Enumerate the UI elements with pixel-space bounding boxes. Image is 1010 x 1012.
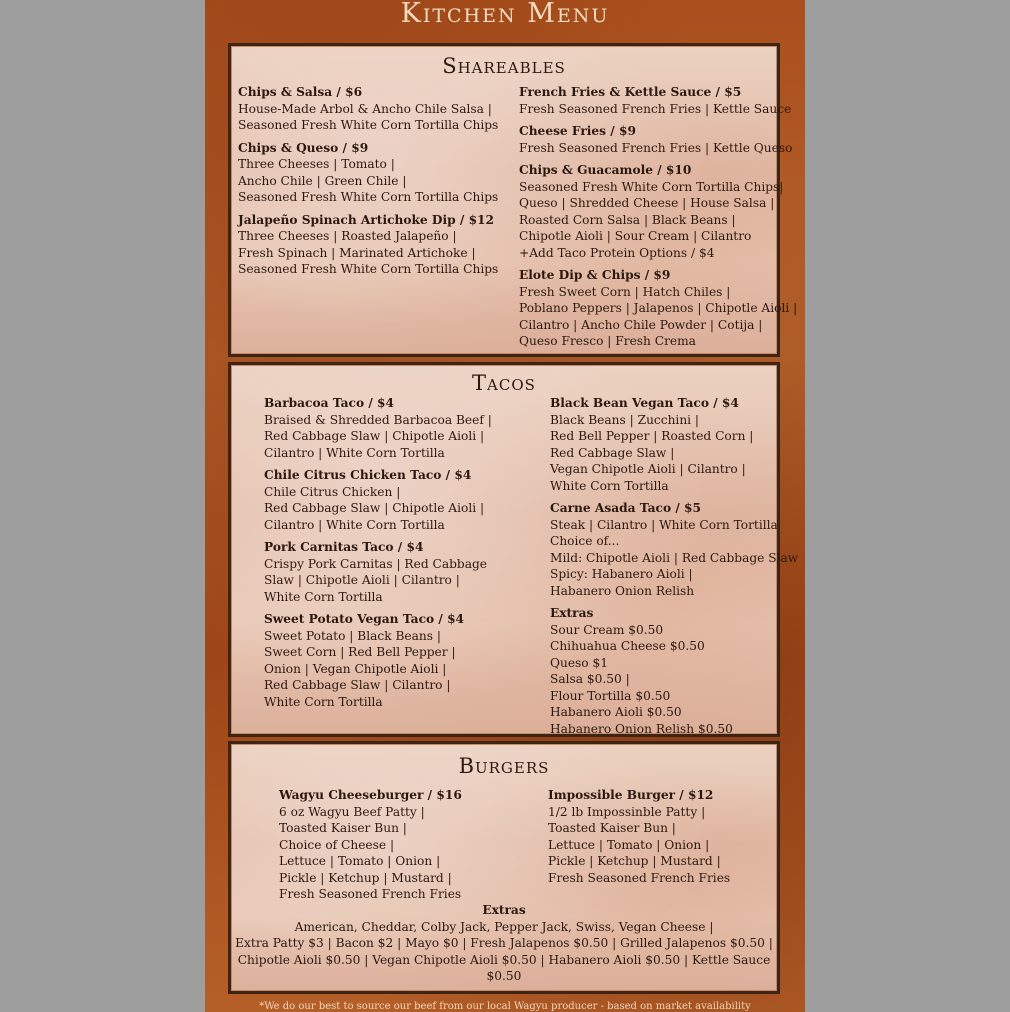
menu-item-description: White Corn Tortilla [550, 478, 669, 493]
menu-item [550, 395, 782, 494]
menu-item-description: Cilantro | White Corn Tortilla [264, 445, 445, 460]
menu-item-description: White Corn Tortilla [264, 694, 383, 709]
menu-item-description: Red Bell Pepper | Roasted Corn | [550, 429, 754, 443]
menu-item-description: Spicy: Habanero Aioli | [550, 567, 693, 581]
menu-item-title: Elote Dip & Chips / $9 [519, 268, 671, 282]
shareables-right-column [519, 84, 798, 356]
menu-item-description: Poblano Peppers | Jalapenos | Chipotle Aioli | [519, 301, 798, 315]
menu-item-description: Lettuce | Tomato | Onion | [279, 854, 441, 868]
menu-item-description: Ancho Chile | Green Chile | [238, 173, 407, 188]
menu-item-description: Choice of... [550, 534, 620, 548]
menu-item-description: Chile Citrus Chicken | [264, 484, 401, 499]
menu-item-description: Fresh Seasoned French Fries | Kettle Queso [519, 140, 793, 155]
menu-item-title: Black Bean Vegan Taco / $4 [550, 396, 739, 410]
menu-item [264, 611, 514, 710]
menu-item-description: Seasoned Fresh White Corn Tortilla Chips [238, 190, 499, 204]
menu-item-title: Jalapeño Spinach Artichoke Dip / $12 [238, 212, 495, 227]
burger-extras-line: Chipotle Aioli $0.50 | Vegan Chipotle Aioli $0.50 | Habanero Aioli $0.50 | Kettle Sauce $0.50 [237, 952, 771, 983]
menu-item-description: Habanero Aioli $0.50 [550, 705, 682, 719]
menu-item-title: Wagyu Cheeseburger / $16 [279, 788, 462, 802]
menu-item-description: Sour Cream $0.50 [550, 622, 664, 637]
menu-item-title: Chips & Guacamole / $10 [519, 163, 692, 177]
menu-item-description: Three Cheeses | Tomato | [238, 157, 395, 171]
menu-item-description: Mild: Chipotle Aioli | Red Cabbage Slaw [550, 550, 799, 565]
menu-item-description: Pickle | Ketchup | Mustard | [279, 870, 452, 885]
menu-item-description: Cilantro | White Corn Tortilla [264, 517, 445, 532]
menu-item-description: +Add Taco Protein Options / $4 [519, 245, 715, 260]
menu-item-description: Chihuahua Cheese $0.50 [550, 639, 705, 653]
menu-item-description: Pickle | Ketchup | Mustard | [548, 854, 721, 868]
menu-item [238, 140, 508, 206]
menu-item-description: Choice of Cheese | [279, 837, 395, 852]
burgers-heading: Burgers [458, 754, 550, 778]
menu-item-title: Chile Citrus Chicken Taco / $4 [264, 468, 472, 482]
menu-item-description: Braised & Shredded Barbacoa Beef | [264, 412, 492, 427]
burgers-right-column [548, 787, 778, 892]
menu-board [205, 0, 805, 1012]
menu-item [264, 467, 514, 533]
menu-item-description: Fresh Spinach | Marinated Artichoke | [238, 245, 476, 260]
footer-note: *We do our best to source our beef from our local Wagyu producer - based on market availability [259, 1001, 751, 1012]
menu-item [519, 267, 798, 350]
menu-item-description: Toasted Kaiser Bun | [548, 821, 676, 835]
menu-item [519, 123, 793, 156]
menu-item-title: Sweet Potato Vegan Taco / $4 [264, 612, 465, 626]
menu-item [550, 500, 799, 599]
menu-item-description: Red Cabbage Slaw | Chipotle Aioli | [264, 429, 485, 443]
shareables-heading: Shareables [442, 54, 566, 78]
menu-item-description: Slaw | Chipotle Aioli | Cilantro | [264, 573, 460, 587]
menu-item-description: Three Cheeses | Roasted Jalapeño | [238, 229, 457, 243]
shareables-panel [228, 43, 798, 357]
menu-item-description: Crispy Pork Carnitas | Red Cabbage [264, 556, 487, 571]
menu-item [238, 212, 508, 278]
menu-item [519, 162, 784, 261]
menu-item-description: Toasted Kaiser Bun | [279, 821, 407, 835]
menu-item-description: House-Made Arbol & Ancho Chile Salsa | [238, 101, 492, 116]
menu-item-description: Chipotle Aioli | Sour Cream | Cilantro [519, 229, 752, 243]
menu-item-title: Chips & Queso / $9 [238, 140, 369, 155]
shareables-left-column [238, 84, 508, 284]
menu-item [519, 84, 792, 117]
tacos-left-column [264, 395, 514, 716]
menu-item-description: Black Beans | Zucchini | [550, 412, 700, 427]
menu-item-description: Fresh Seasoned French Fries [279, 887, 462, 901]
burgers-panel [228, 741, 780, 994]
tacos-heading: Tacos [472, 371, 536, 395]
menu-item-title: Pork Carnitas Taco / $4 [264, 540, 424, 554]
menu-item-description: Flour Tortilla $0.50 [550, 688, 671, 703]
menu-item-description: Fresh Seasoned French Fries [548, 870, 731, 885]
menu-item-description: Vegan Chipotle Aioli | Cilantro | [550, 462, 746, 476]
menu-item-description: Habanero Onion Relish $0.50 [550, 721, 733, 736]
burger-extras-line: Extra Patty $3 | Bacon $2 | Mayo $0 | Fresh Jalapenos $0.50 | Grilled Jalapenos $0.50 | [235, 936, 773, 950]
menu-item-description: Red Cabbage Slaw | [550, 445, 675, 460]
menu-item-description: White Corn Tortilla [264, 589, 383, 604]
burger-extras [231, 902, 777, 985]
menu-item-description: Red Cabbage Slaw | Chipotle Aioli | [264, 501, 485, 515]
tacos-right-column [550, 395, 799, 743]
menu-item-description: Seasoned Fresh White Corn Tortilla Chips [238, 262, 499, 276]
menu-item-description: Red Cabbage Slaw | Cilantro | [264, 678, 451, 692]
menu-item-description: Lettuce | Tomato | Onion | [548, 837, 710, 852]
menu-item [264, 395, 514, 461]
menu-item-description: Fresh Sweet Corn | Hatch Chiles | [519, 284, 731, 299]
menu-title: Kitchen Menu [400, 0, 610, 29]
menu-item [238, 84, 508, 134]
menu-item-description: Queso | Shredded Cheese | House Salsa | [519, 196, 775, 210]
menu-item-title: Extras [550, 606, 594, 620]
menu-item-title: Chips & Salsa / $6 [238, 85, 363, 99]
burgers-left-column [279, 787, 519, 909]
menu-item-description: Queso $1 [550, 655, 609, 670]
menu-item-description: Roasted Corn Salsa | Black Beans | [519, 212, 736, 227]
menu-item [550, 605, 782, 737]
menu-item-title: Cheese Fries / $9 [519, 124, 636, 138]
menu-item [548, 787, 778, 886]
burger-extras-line: American, Cheddar, Colby Jack, Pepper Jack, Swiss, Vegan Cheese | [294, 919, 714, 934]
menu-item-title: Impossible Burger / $12 [548, 788, 714, 802]
menu-item-title: Carne Asada Taco / $5 [550, 501, 701, 515]
menu-item-description: Onion | Vegan Chipotle Aioli | [264, 661, 447, 676]
menu-item-description: 1/2 lb Impossinble Patty | [548, 804, 706, 819]
menu-item-description: Habanero Onion Relish [550, 583, 695, 598]
menu-item-description: Sweet Corn | Red Bell Pepper | [264, 645, 456, 659]
menu-item [264, 539, 514, 605]
menu-item-description: 6 oz Wagyu Beef Patty | [279, 804, 425, 819]
menu-item-description: Seasoned Fresh White Corn Tortilla Chips [238, 118, 499, 132]
menu-item-title: French Fries & Kettle Sauce / $5 [519, 85, 742, 99]
tacos-panel [228, 362, 799, 737]
menu-item-description: Seasoned Fresh White Corn Tortilla Chips| [519, 179, 784, 194]
menu-item-description: Queso Fresco | Fresh Crema [519, 334, 696, 348]
menu-item-description: Salsa $0.50 | [550, 672, 630, 686]
menu-item-title: Barbacoa Taco / $4 [264, 396, 394, 410]
menu-item-description: Steak | Cilantro | White Corn Tortilla [550, 517, 778, 532]
menu-item-description: Cilantro | Ancho Chile Powder | Cotija | [519, 317, 763, 332]
menu-item [279, 787, 519, 903]
burger-extras-title: Extras [482, 903, 526, 917]
menu-item-description: Sweet Potato | Black Beans | [264, 628, 441, 643]
menu-item-description: Fresh Seasoned French Fries | Kettle Sauce [519, 101, 792, 116]
